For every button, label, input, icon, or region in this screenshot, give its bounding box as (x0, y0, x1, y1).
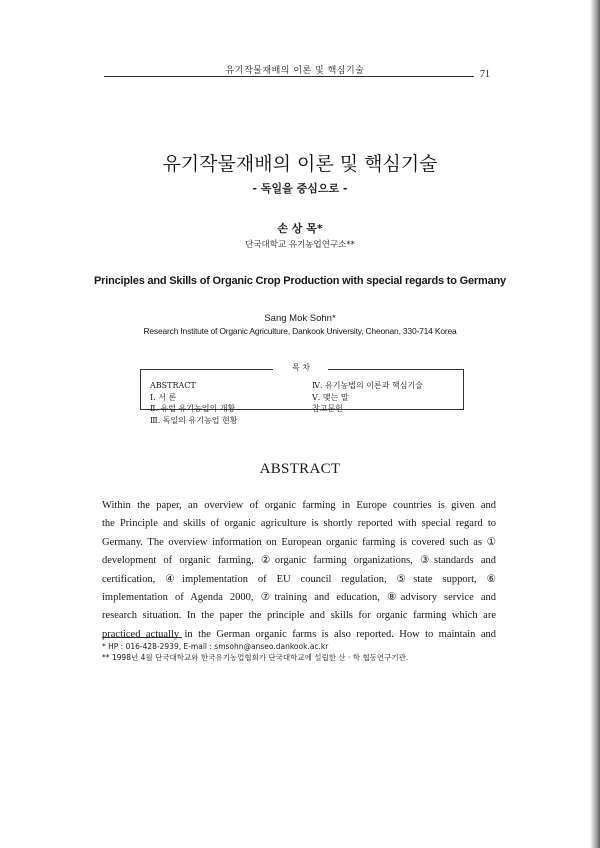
toc-label-text: 목 차 (292, 363, 310, 372)
footnote-2: ** 1998년 4월 단국대학교와 한국유기농업협회가 단국대학교에 설립한 산 · 학 협동연구기관. (102, 653, 409, 662)
paper-title-korean: 유기작물재배의 이론 및 핵심기술 (162, 153, 438, 175)
toc-top-rule-left (140, 369, 273, 370)
abstract-body (102, 497, 496, 644)
paper-subtitle-korean: - 독일을 중심으로 - (252, 182, 348, 195)
paper-title-english: Principles and Skills of Organic Crop Production with special regards to Germany (94, 275, 506, 287)
toc-item: Ⅲ. 독일의 유기농업 현황 (150, 415, 238, 425)
toc-item: ABSTRACT (150, 381, 196, 390)
abstract-line: certification, ④implementation of EU council regulation, ⑤state support, ⑥ (102, 573, 496, 585)
affiliation-korean: 단국대학교 유기농업연구소** (245, 240, 355, 250)
footnote-1: * HP : 016-428-2939, E-mail : smsohn@anseo.dankook.ac.kr (102, 642, 329, 651)
toc-left-column (150, 380, 237, 426)
footnotes (102, 641, 502, 663)
abstract-line: the Principle and skills of organic agriculture is shortly reported with special regard to (102, 518, 496, 530)
author-korean: 손 상 목* (277, 222, 323, 235)
footnote-rule (102, 637, 182, 638)
abstract-line: Within the paper, an overview of organic farming in Europe countries is given and (102, 500, 496, 511)
toc-item: Ⅳ. 유기농법의 이론과 핵심기술 (312, 381, 423, 390)
abstract-line: research situation. In the paper the principle and skills for organic farming which are (102, 610, 496, 622)
abstract-line: development of organic farming, ②organic farming organizations, ③standards and (102, 555, 496, 567)
abstract-line: implementation of Agenda 2000, ⑦training and education, ⑧advisory service and (102, 591, 496, 603)
toc-right-column (312, 380, 423, 415)
author-english: Sang Mok Sohn* (264, 313, 336, 324)
toc-item: Ⅰ. 서 론 (150, 392, 177, 402)
header-rule (104, 76, 474, 77)
page-edge-shadow (590, 0, 600, 848)
toc-item: Ⅱ. 유럽 유기농업의 개황 (150, 404, 236, 413)
abstract-heading: ABSTRACT (259, 461, 341, 477)
page-number: 71 (480, 69, 490, 80)
running-title: 유기작물재배의 이론 및 핵심기술 (225, 66, 365, 76)
toc-top-rule-right (328, 369, 463, 370)
abstract-line: Germany. The overview information on European organic farming is covered such as ① (102, 536, 496, 548)
toc-item: Ⅴ. 맺는 말 (312, 392, 349, 402)
toc-label (276, 362, 326, 373)
abstract-line: practiced actually in the German organic farms is also reported. How to maintain and (102, 628, 496, 640)
toc-item: 참고문헌 (312, 404, 343, 413)
affiliation-english: Research Institute of Organic Agriculture, Dankook University, Cheonan, 330-714 Korea (143, 326, 457, 336)
